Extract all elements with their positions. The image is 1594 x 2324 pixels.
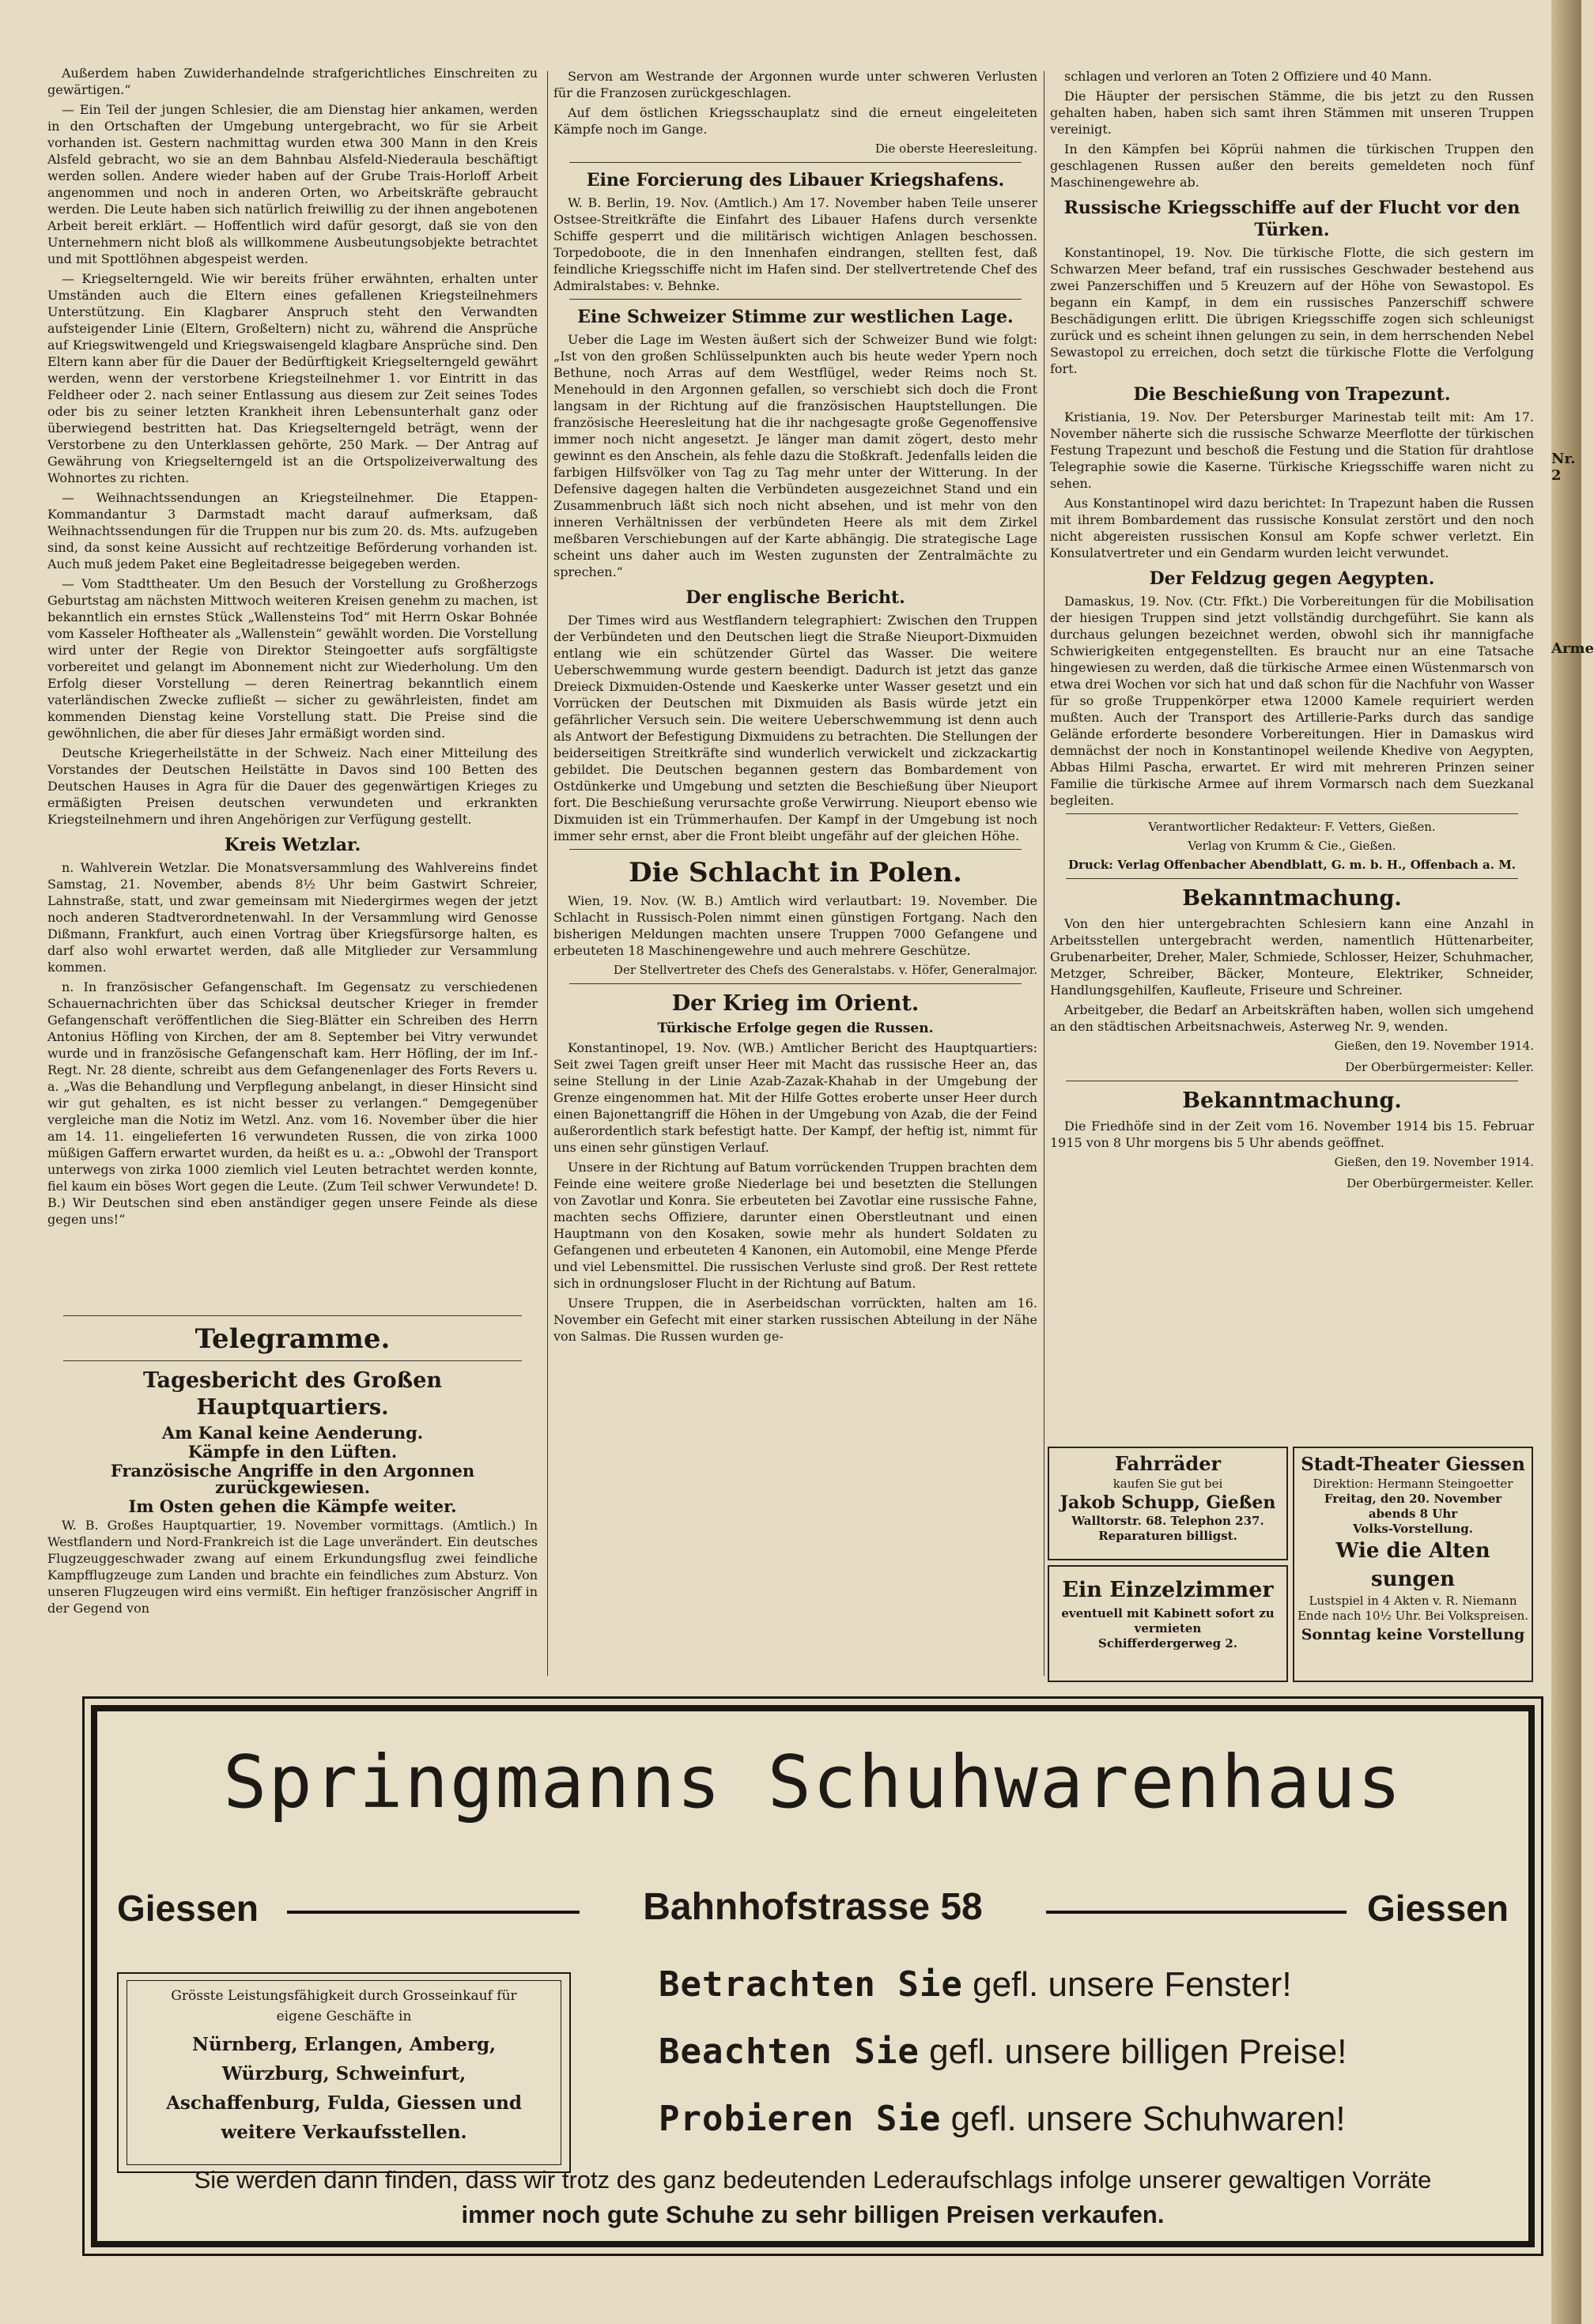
ad-stadttheater	[1293, 1447, 1533, 1682]
edge-fragment: Nr. 2	[1551, 451, 1576, 484]
article-text: Auf dem östlichen Kriegsschauplatz sind die erneut eingeleiteten Kämpfe noch im Gange.	[553, 105, 1037, 137]
ad-einzelzimmer	[1048, 1565, 1288, 1682]
notice-date: Gießen, den 19. November 1914.	[1334, 1039, 1534, 1053]
ad-text: Volks-Vorstellung.	[1353, 1522, 1473, 1536]
ad-footer-line: immer noch gute Schuhe zu sehr billigen Preisen verkaufen.	[461, 2201, 1165, 2228]
ad-fahrraeder	[1048, 1447, 1288, 1560]
article-text: Unsere in der Richtung auf Batum vorrückenden Truppen brachten dem Feinde eine weitere große Niederlage bei und besetzten die Stellungen von Zavotlar und Konra. Sie erbeuteten bei Zavotlar eine russische Fahne, machten sechs Offiziere, darunter einen Oberstleutnant und einen Hauptmann von den Kosaken, sowie mehr als hundert Soldaten zu Gefangenen und erbeuteten 4 Kanonen, ein Automobil, eine Menge Pferde und viel Lebensmittel. Die russischen Verluste sind groß. Der Rest rettete sich in ordnungsloser Flucht in der Richtung auf Batum.	[553, 1160, 1037, 1291]
ad-slogan-text: gefl. unsere billigen Preise!	[929, 2032, 1347, 2071]
notice-text: Von den hier untergebrachten Schlesiern kann eine Anzahl in Arbeitsstellen untergebracht werden, namentlich Hüttenarbeiter, Grubenarbeiter, Dreher, Maler, Schmiede, Schlosser, Heizer, Schuhmacher, Metzger, Schreiber, Bäcker, Monteure, Elektriker, Schneider, Handlungsgehilfen, Kaufleute, Friseure und Schreiner.	[1050, 916, 1534, 998]
article-heading: Eine Forcierung des Libauer Kriegshafens.	[586, 170, 1005, 191]
ad-title: Ein Einzelzimmer	[1062, 1578, 1274, 1602]
tagesbericht-heading: Tagesbericht des Großen Hauptquartiers.	[142, 1368, 442, 1420]
headline: Französische Angriffe in den Argonnen zurückgewiesen.	[110, 1461, 475, 1497]
article-text: Aus Konstantinopel wird dazu berichtet: In Trapezunt haben die Russen mit ihrem Bombardement das russische Konsulat zerstört und den noch nicht abgereisten russischen Konsul am Kopfe schwer verletzt. Ein Konsulatvertreter und ein Gendarm wurden leicht verwundet.	[1050, 496, 1534, 560]
imprint-printer: Druck: Verlag Offenbacher Abendblatt, G. m. b. H., Offenbach a. M.	[1067, 858, 1517, 872]
ad-time: abends 8 Uhr	[1368, 1507, 1458, 1521]
column-1	[47, 65, 538, 1339]
article-text: — Weihnachtssendungen an Kriegsteilnehmer. Die Etappen-Kommandantur 3 Darmstadt macht darauf aufmerksam, daß Weihnachtssendungen für die Truppen nur bis zum 20. ds. Mts. aufzugeben sind, da sonst keine Aussicht auf rechtzeitige Beförderung vorhanden ist. Auch muß jedem Paket eine Begleitadresse beigegeben werden.	[47, 490, 538, 572]
ad-slogan-bold: Betrachten Sie	[659, 1964, 963, 2005]
springmann-advertisement	[91, 1705, 1535, 2247]
headline: Kämpfe in den Lüften.	[187, 1442, 398, 1462]
edge-fragment: Arme	[1551, 640, 1594, 657]
notice-text: Arbeitgeber, die Bedarf an Arbeitskräften haben, wollen sich umgehend an den städtischen Arbeitsnachweis, Asterweg Nr. 9, wenden.	[1050, 1002, 1534, 1034]
ad-rule	[1046, 1911, 1347, 1914]
ad-slogan-text: gefl. unsere Schuhwaren!	[950, 2100, 1346, 2138]
ad-branches-intro: Grösste Leistungsfähigkeit durch Grosseinkauf für	[171, 1988, 517, 2004]
divider	[1066, 878, 1518, 879]
article-text: Deutsche Kriegerheilstätte in der Schweiz. Nach einer Mitteilung des Vorstandes der Deutschen Heilstätte in Davos sind 100 Betten des Deutschen Hauses in Agra für die Dauer des gegenwärtigen Krieges zu ermäßigten Preisen deutschen verwundeten und erkrankten Kriegsteilnehmern und ihren Angehörigen zur Verfügung gestellt.	[47, 745, 538, 827]
ad-address: Walltorstr. 68. Telephon 237.	[1071, 1514, 1264, 1528]
telegramme-heading: Telegramme.	[195, 1323, 391, 1355]
divider	[569, 162, 1022, 163]
article-heading: Eine Schweizer Stimme zur westlichen Lage.	[577, 307, 1014, 327]
notice-heading: Bekanntmachung.	[1182, 1088, 1402, 1113]
ad-text: Sonntag keine Vorstellung	[1301, 1626, 1525, 1643]
ad-slogan-bold: Probieren Sie	[659, 2099, 942, 2139]
ad-city-left: Giessen	[117, 1888, 259, 1929]
ad-headline: Springmanns Schuhwarenhaus	[222, 1740, 1403, 1824]
article-text: — Vom Stadttheater. Um den Besuch der Vorstellung zu Großherzogs Geburtstag am nächsten Mittwoch weiteren Kreisen genehm zu machen, ist bekanntlich ein ernstes Stück „Wallensteins Tod“ mit Herrn Oskar Bohnée vom Kasseler Hoftheater als „Wallenstein“ gewählt worden. Die Vorstellung wird unter der Regie von Direktor Steingoetter aufs sorgfältigste vorbereitet und gelangt im Abonnement nicht zur Wiederholung. Um den Erfolg dieser Vorstellung — deren Reinertrag bekanntlich einem vaterländischen Zwecke zufließt — sicher zu gewährleisten, findet am kommenden Dienstag keine Vorstellung statt. Die Preise sind die gewöhnlichen, die aber für dieses Jahr ermäßigt worden sind.	[47, 576, 538, 741]
article-heading: Die Schlacht in Polen.	[629, 857, 962, 888]
ad-text: kaufen Sie gut bei	[1112, 1477, 1223, 1491]
ad-text: eventuell mit Kabinett sofort zu vermieten	[1061, 1606, 1275, 1635]
article-text: Außerdem haben Zuwiderhandelnde strafgerichtliches Einschreiten zu gewärtigen.“	[47, 66, 538, 97]
article-text: Die Häupter der persischen Stämme, die bis jetzt zu den Russen gehalten haben, haben sich samt ihren Stämmen mit unseren Truppen vereinigt.	[1050, 89, 1534, 137]
imprint-publisher: Verlag von Krumm & Cie., Gießen.	[1188, 839, 1396, 853]
ad-text: Direktion: Hermann Steingoetter	[1313, 1477, 1513, 1491]
notice-heading: Bekanntmachung.	[1182, 886, 1402, 911]
ad-shop-name: Jakob Schupp, Gießen	[1060, 1492, 1276, 1513]
ad-slogan	[659, 2032, 1347, 2072]
article-text: Damaskus, 19. Nov. (Ctr. Ffkt.) Die Vorbereitungen für die Mobilisation der hiesigen Truppen sind jetzt vollständig durchgeführt. Sie kann als durchaus gelungen bezeichnet werden, obwohl sich ihr mannigfache Schwierigkeiten entgegenstellten. Es braucht nur an eine Tatsache hingewiesen zu werden, daß die türkische Armee einen Wüstenmarsch von etwa drei Wochen vor sich hat und daß schon für die Nachfuhr von Wasser für so große Truppenkörper etwa 12000 Kamele requiriert werden mußten. Auch der Transport des Artillerie-Parks durch das sandige Gelände erforderte besondere Vorbereitungen. Hier in Damaskus wird demnächst der noch in Konstantinopel weilende Khedive von Aegypten, Abbas Hilmi Pascha, erwartet. Er wird mit mehreren Prinzen seiner Familie die türkische Armee auf ihrem Vormarsch nach dem Suezkanal begleiten.	[1050, 594, 1534, 808]
notice-text: Die Friedhöfe sind in der Zeit vom 16. November 1914 bis 15. Februar 1915 von 8 Uhr morgens bis 5 Uhr abends geöffnet.	[1050, 1119, 1534, 1150]
article-text: — Ein Teil der jungen Schlesier, die am Dienstag hier ankamen, werden in den Ortschaften der Umgebung untergebracht, wo für sie Arbeit vorhanden ist. Gestern nachmittag wurden etwa 300 Mann in den Kreis Alsfeld gebracht, wo sie an dem Bahnbau Alsfeld-Niederaula beschäftigt werden sollen. Andere wieder haben auf der Grube Trais-Horloff Arbeit angenommen und noch in anderen Orten, wo Arbeitskräfte gebraucht werden. Die Leute haben sich natürlich freiwillig zu der ihnen angebotenen Arbeit bereit erklärt. — Hoffentlich wird dafür gesorgt, daß sie von den Unternehmern nicht bloß als willkommene Ausbeutungsobjekte betrachtet und mit Spottlöhnen abgespeist werden.	[47, 102, 538, 266]
ad-address: Schifferdergerweg 2.	[1097, 1636, 1238, 1651]
ad-text: Lustspiel in 4 Akten v. R. Niemann	[1309, 1594, 1517, 1608]
ad-slogan-bold: Beachten Sie	[659, 2032, 920, 2072]
article-text: — Kriegselterngeld. Wie wir bereits früher erwähnten, erhalten unter Umständen auch die Eltern eines gefallenen Kriegsteilnehmers Unterstützung. Ein Klagbarer Anspruch steht den Verwandten aufsteigender Linie (Eltern, Großeltern) nicht zu, während die Ansprüche auf Kriegswitwengeld und Kriegswaisengeld klagbare Ansprüche sind. Den Eltern kann aber für die Dauer der Bedürftigkeit Kriegselterngeld gewährt werden, wenn der verstorbene Kriegsteilnehmer 1. vor Eintritt in das Feldheer oder 2. nach seiner Entlassung aus diesem zur Zeit seines Todes oder bis zu seiner letzten Krankheit ihren Lebensunterhalt ganz oder überwiegend bestritten hat. Das Kriegselterngeld beträgt, wenn der Verstorbene zu den Unterklassen gehörte, 250 Mark. — Der Antrag auf Gewährung von Kriegselterngeld ist an die Ortspolizeiverwaltung des Wohnortes zu richten.	[47, 271, 538, 485]
article-text: W. B. Berlin, 19. Nov. (Amtlich.) Am 17. November haben Teile unserer Ostsee-Streitkräfte die Einfahrt des Libauer Hafens durch versenkte Schiffe gesperrt und die militärisch wichtigen Anlagen beschossen. Torpedoboote, die in den Innenhafen eindrangen, stellten fest, daß feindliche Kriegsschiffe nicht im Hafen sind. Der stellvertretende Chef des Admiralstabes: v. Behnke.	[553, 195, 1037, 293]
article-heading: Der Krieg im Orient.	[671, 991, 920, 1016]
article-text: n. Wahlverein Wetzlar. Die Monatsversammlung des Wahlvereins findet Samstag, 21. November, abends 8½ Uhr beim Gastwirt Schreier, Lahnstraße, statt, und zwar gemeinsam mit Niedergirmes wegen der jetzt noch anderen Stadtverordnetenwahl. In der Versammlung wird Genosse Dißmann, Frankfurt, auch einen Vortrag über Kriegsfürsorge halten, es darf also wohl erwartet werden, daß alle Mitglieder zur Versammlung kommen.	[47, 860, 538, 975]
ad-text: Reparaturen billigst.	[1098, 1529, 1237, 1543]
article-text: Servon am Westrande der Argonnen wurde unter schweren Verlusten für die Franzosen zurückgeschlagen.	[553, 69, 1037, 100]
ad-title: Stadt-Theater Giessen	[1301, 1454, 1525, 1475]
ad-address: Bahnhofstrasse 58	[643, 1886, 983, 1928]
ad-date: Freitag, den 20. November	[1324, 1492, 1502, 1506]
telegramme-block	[47, 1311, 538, 1674]
divider	[63, 1315, 522, 1316]
divider	[569, 849, 1022, 850]
article-text: Ueber die Lage im Westen äußert sich der Schweizer Bund wie folgt: „Ist von den großen Schlüsselpunkten auch bis heute weder Ypern noch Bethune, noch Arras auf dem Westflügel, weder Reims noch St. Menehould in den Argonnen gefallen, so verschiebt sich doch die Front langsam in der Richtung auf die französischen Hauptstellungen. Die französische Heeresleitung hat die ihr nachgesagte große Gegenoffensive immer noch nicht angesetzt. Je länger man damit zögert, desto mehr gewinnt es den Anschein, als fehle dazu die Stoßkraft. Jedenfalls leiden die farbigen Hilfsvölker von Tag zu Tag mehr unter der Witterung. In der Defensive dagegen halten die Verbündeten ausgezeichnet Stand und ein Zusammenbruch läßt sich noch nicht absehen, und ist mehr von den inneren Verhältnissen der verbündeten Heere als mit dem Zirkel meßbaren Verschiebungen auf der Karte abhängig. Die strategische Lage scheint uns daher auch im Westen zugunsten der Zentralmächte zu sprechen.“	[553, 332, 1037, 579]
article-heading: Der englische Bericht.	[686, 587, 905, 608]
section-heading: Kreis Wetzlar.	[224, 835, 361, 855]
imprint-editor: Verantwortlicher Redakteur: F. Vetters, Gießen.	[1148, 820, 1436, 834]
ad-city-right: Giessen	[1367, 1888, 1509, 1929]
divider	[1066, 813, 1518, 814]
subheading: Türkische Erfolge gegen die Russen.	[657, 1021, 934, 1036]
ad-branches-box	[117, 1972, 571, 2173]
ad-slogan-text: gefl. unsere Fenster!	[973, 1965, 1292, 2004]
ad-branches-list: Nürnberg, Erlangen, Amberg, Würzburg, Schweinfurt, Aschaffenburg, Fulda, Giessen und weitere Verkaufsstellen.	[166, 2034, 522, 2143]
ad-slogan	[659, 1964, 1292, 2005]
ad-slogan	[659, 2099, 1346, 2139]
ad-branches-intro: eigene Geschäfte in	[276, 2009, 412, 2024]
article-heading: Russische Kriegsschiffe auf der Flucht vor den Türken.	[1063, 198, 1520, 240]
article-text: Konstantinopel, 19. Nov. Die türkische Flotte, die sich gestern im Schwarzen Meer befand, traf ein russisches Geschwader bestehend aus zwei Panzerschiffen und 5 Kreuzern auf der Höhe von Sewastopol. Es begann ein Kampf, in dem ein russisches Panzerschiff schwere Beschädigungen erlitt. Die übrigen Kriegsschiffe zogen sich schleunigst zurück und es scheint ihnen gelungen zu sein, in dem herrschenden Nebel Sewastopol zu erreichen, doch setzt die türkische Flotte die Verfolgung fort.	[1050, 245, 1534, 376]
article-text: n. In französischer Gefangenschaft. Im Gegensatz zu verschiedenen Schauernachrichten über das Schicksal deutscher Krieger in fremder Gefangenschaft veröffentlichen die Sieg-Blätter ein Schreiben des Herrn Antonius Höfling von Kirchen, der am 8. September bei Vitry verwundet wurde und in französische Gefangenschaft kam. Herr Höfling, der im Inf.-Regt. Nr. 28 diente, schreibt aus dem Gefangenenlager des Forts Revers u. a. „Was die Behandlung und Verpflegung anbelangt, in dieser Hinsicht sind wir gut gehalten, es ist nicht besser zu verlangen.“ Demgegenüber vergleiche man die Notiz im Wetzl. Anz. vom 16. November über die hier am 14. 11. eingelieferten 16 verwundeten Russen, die von zirka 1000 müßigen Gaffern erwartet wurden, da heißt es u. a.: „Obwohl der Transport unterwegs von zirka 1000 ziemlich viel Leuten betrachtet werden konnte, fiel kaum ein böses Wort gegen die Leute. (Zum Teil schwer Verwundete! D. B.) Wir Deutschen sind eben anständiger gegen unsere Feinde als diese gegen uns!“	[47, 979, 538, 1227]
article-text: W. B. Großes Hauptquartier, 19. November vormittags. (Amtlich.) In Westflandern und Nord-Frankreich ist die Lage unverändert. Ein deutsches Flugzeuggeschwader zwang auf einem Erkundungsflug zwei feindliche Kampfflugzeuge zum Landen und brachte ein feindliches zum Absturz. Von unseren Flugzeugen wird eins vermißt. Ein heftiger französischer Angriff in der Gegend von	[47, 1518, 538, 1616]
headline: Am Kanal keine Aenderung.	[161, 1423, 424, 1443]
article-text: Kristiania, 19. Nov. Der Petersburger Marinestab teilt mit: Am 17. November näherte sich die russische Schwarze Meerflotte der türkischen Festung Trapezunt und beschoß die Festung und die Station für drahtlose Telegraphie sowie die Kaserne. Türkische Kriegsschiffe waren nicht zu sehen.	[1050, 409, 1534, 491]
article-text: Der Times wird aus Westflandern telegraphiert: Zwischen den Truppen der Verbündeten und den Deutschen liegt die Straße Nieuport-Dixmuiden entlang wie ein schützender Gürtel das Wasser. Die weitere Ueberschwemmung wurde gestern beendigt. Dadurch ist jetzt das ganze Dreieck Dixmuiden-Ostende und Kaeskerke unter Wasser gesetzt und ein Vorrücken der Deutschen mit Dixmuiden als Basis würde jetzt ein gefährlicher Versuch sein. Die weitere Ueberschwemmung ist denn auch als Antwort der Befestigung Dixmuidens zu betrachten. Die Stellungen der beiderseitigen Streitkräfte sind wunderlich verwickelt und zickzackartig gebildet. Die Deutschen begannen gestern das Bombardement von Ostdünkerke und Umgebung und setzten die Beschießung über Nieuport fort. Die Beschießung verursachte große Verwirrung. Nieuport ebenso wie Dixmuiden ist ein Trümmerhaufen. Der Kampf in der Umgebung ist noch immer sehr ernst, aber die Front bleibt ungefähr auf der gleichen Höhe.	[553, 613, 1037, 843]
signature: Die oberste Heeresleitung.	[874, 141, 1037, 156]
ad-text: Ende nach 10½ Uhr. Bei Volkspreisen.	[1297, 1609, 1529, 1623]
article-text: Konstantinopel, 19. Nov. (WB.) Amtlicher Bericht des Hauptquartiers: Seit zwei Tagen greift unser Heer mit Macht das russische Heer an, das seine Stellung in der Linie Azab-Zazak-Khahab in der Umgebung der Grenze eingenommen hat. Mit der Hilfe Gottes eroberte unser Heer durch einen Bajonettangriff die Höhen in der Umgebung von Azab, die der Feind außerordentlich stark befestigt hatte. Der Kampf, der heftig ist, nimmt für uns einen sehr günstigen Verlauf.	[553, 1040, 1037, 1155]
notice-date: Gießen, den 19. November 1914.	[1334, 1155, 1534, 1169]
notice-signature: Der Oberbürgermeister. Keller.	[1347, 1176, 1534, 1190]
article-text: Unsere Truppen, die in Aserbeidschan vorrückten, halten am 16. November ein Gefecht mit einer starken russischen Abteilung in der Nähe von Salmas. Die Russen wurden ge-	[553, 1296, 1037, 1344]
ad-footer-line: Sie werden dann finden, dass wir trotz des ganz bedeutenden Lederaufschlags infolge unserer gewaltigen Vorräte	[194, 2166, 1432, 2194]
divider	[569, 983, 1022, 984]
notice-signature: Der Oberbürgermeister: Keller.	[1345, 1060, 1534, 1074]
article-text: Wien, 19. Nov. (W. B.) Amtlich wird verlautbart: 19. November. Die Schlacht in Russisch-Polen nimmt einen günstigen Fortgang. Nach den bisherigen Meldungen machten unsere Truppen 7000 Gefangene und erbeuteten 18 Maschinengewehre und auch mehrere Geschütze.	[553, 893, 1037, 958]
column-2	[553, 68, 1037, 1679]
article-text: In den Kämpfen bei Köprüi nahmen die türkischen Truppen den geschlagenen Russen außer den bereits gemeldeten noch fünf Maschinengewehre ab.	[1050, 141, 1534, 190]
ad-branches-frame	[127, 1980, 561, 2165]
headline: Im Osten gehen die Kämpfe weiter.	[128, 1496, 457, 1516]
column-rule	[547, 71, 548, 1676]
divider	[569, 299, 1022, 300]
article-heading: Die Beschießung von Trapezunt.	[1133, 384, 1451, 405]
article-heading: Der Feldzug gegen Aegypten.	[1149, 568, 1435, 589]
column-3	[1050, 68, 1534, 1443]
ad-play-title: Wie die Alten sungen	[1335, 1539, 1490, 1591]
ad-title: Fahrräder	[1114, 1452, 1222, 1475]
article-text: schlagen und verloren an Toten 2 Offiziere und 40 Mann.	[1064, 69, 1432, 84]
adjacent-page-edge	[1551, 0, 1594, 2324]
divider	[63, 1360, 522, 1361]
signature: Der Stellvertreter des Chefs des Generalstabs. v. Höfer, Generalmajor.	[613, 963, 1037, 977]
